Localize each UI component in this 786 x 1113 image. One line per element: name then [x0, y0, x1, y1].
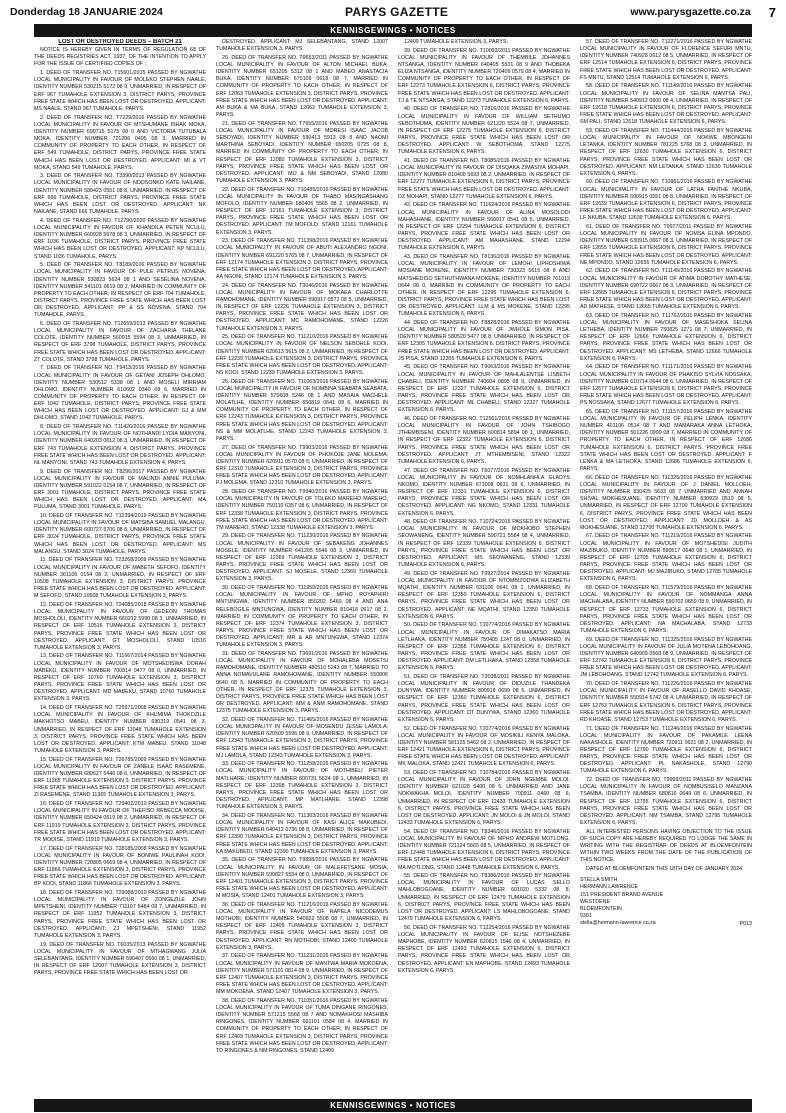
notice-paragraph: 5. DEED OF TRANSFER NO. T8189/2016 PASSED BY NGWATHE LOCAL MUNICIPALITY IN FAVOUR OF PULE PETRUS NOVENA, IDENTITY NUMBER 530823 5624 08 1 AND SESELINA NOVENA, IDENTITY NUMBER 541101 0619 08 2, MARRIED IN COMMUNITY OF PROPERTY TO EACH OTHER, IN RESPECT OF ERF 704 TUMAHOLE, DISTRICT PARYS, PROVINCE FREE STATE WHICH HAS BEEN LOST OR DESTROYED. APPLICANT: PP & SS NOVENA, STAND 704 TUMAHOLE, PARYS. — [34, 262, 206, 319]
publication-name: PARYS GAZETTE — [345, 5, 449, 19]
notice-paragraph: 2. DEED OF TRANSFER NO. T7229/2016 PASSED BY NGWATHE LOCAL MUNICIPALITY IN FAVOUR OF MTSHUMANE ISHAK MOKA, IDENTITY NUMBER 690715 5175 08 0 AND VICTORIA TUTUBALA MOKA, IDENTITY NUMBER 721206 0495 08 3, MARRIED IN COMMUNITY OF PROPERTY TO EACH OTHER, IN RESPECT OF ERF 549 TUMAHOLE, DISTRICT PARYS, PROVINCE FREE STATE WHICH HAS BEEN LOST OR DESTROYED. APPLICANT: MI & VT MOKA, STAND 549 TUMAHOLE, PARYS. — [34, 114, 206, 171]
page-number: 7 — [768, 4, 776, 20]
notice-paragraph: 18. DEED OF TRANSFER NO. T29088/2010 PASSED BY NGWATHE LOCAL MUNICIPALITY IN FAVOUR OF ZONGEZILE JOHN MPETSHENI, IDENTITY NUMBER 711107 5484 08 7, UNMARRIED, IN RESPECT OF ERF 11952 TUMAHOLE EXTENSION 3, DISTRICT PARYS, PROVINCE FREE STATE WHICH HAS BEEN LOST OR DESTROYED. APPLICANT: ZJ MPETSHENI, STAND 11952 TUMAHOLE EXTENSION 3, PARYS. — [34, 889, 206, 939]
notice-paragraph: 58. DEED OF TRANSFER NO. T11149/2016 PASSED BY NGWATHE LOCAL MUNICIPALITY IN FAVOUR OF SELINA MANTSA PALI, IDENTITY NUMBER 540912 0600 08 4, UNMARRIED, IN RESPECT OF ERF 12618 TUMAHOLE EXTENSION 6, DISTRICT PARYS, PROVINCE FREE STATE WHICH HAS BEEN LOST OR DESTROYED. APPLICANT: SM PALI, STAND 12618 TUMAHOLE EXTENSION 6, PARYS. — [580, 83, 752, 126]
signature-line: 9301 — [580, 913, 592, 920]
notice-paragraph: 55. DEED OF TRANSFER NO. T8386/2016 PASSED BY NGWATHE LOCAL MUNICIPALITY IN FAVOUR OF LUCAS SELLO MAHLOBOGOANE, IDENTITY NUMBER 601020 5332 08 8, UNMARRIED, IN RESPECT OF ERF 12479 TUMAHOLE EXTENSION 6, DISTRICT PARYS, PROVINCE FREE STATE WHICH HAS BEEN LOST OR DESTROYED. APPLICANT: LS MAHLOBOGOANE, STAND 12479 TUMAHOLE EXTENSION 6, PARYS. — [398, 873, 570, 923]
notice-paragraph: 63. DEED OF TRANSFER NO. T11762/2011 PASSED BY NGWATHE LOCAL MUNICIPALITY IN FAVOUR OF MASESHOKA SELINA LETHEBA, IDENTITY NUMBER 750825 1271 08 7, UNMARRIED, IN RESPECT OF ERF 12666 TUMAHOLE EXTENSION 6, DISTRICT PARYS, PROVINCE FREE STATE WHICH HAS BEEN LOST OR DESTROYED. APPLICANT: MS LETHEBA, STAND 12666 TUMAHOLE EXTENSION 6, PARYS. — [580, 312, 752, 362]
notice-paragraph: 51. DEED OF TRANSFER NO. T3038/2011 PASSED BY NGWATHE LOCAL MUNICIPALITY IN FAVOUR OF DIDUZILE THANDEKA DUNYWA, IDENTITY NUMBER 800918 0699 08 5, UNMARRIED, IN RESPECT OF ERF 12360 TUMAHOLE EXTENSION 6, DISTRICT PARYS, PROVINCE FREE STATE WHICH HAS BEEN LOST OR DESTROYED. APPLICANT: DT DUNYWA, STAND 12360 TUMAHOLE EXTENSION 6, PARYS. — [398, 673, 570, 723]
notice-paragraph: 1. DEED OF TRANSFER NO. T15601/2015 PASSED BY NGWATHE LOCAL MUNICIPALITY IN FAVOUR OF MOLEKO STEPHEN NAALE, IDENTITY NUMBER 530215 5172 08 9, UNMARRIED, IN RESPECT OF ERF 967 TUMAHOLE EXTENSION 3, DISTRICT PARYS, PROVINCE FREE STATE WHICH HAS BEEN LOST OR DESTROYED. APPLICANT: MS NAALE, STAND 967 TUMAHOLE, PARYS. — [34, 70, 206, 112]
notice-paragraph: 52. DEED OF TRANSFER NO. T10774/2016 PASSED BY NGWATHE LOCAL MUNICIPALITY IN FAVOUR OF MOSIKILI KENYA MALOKA, IDENTITY NUMBER 581125 5462 08 2, UNMARRIED, IN RESPECT OF ERF 12421 TUMAHOLE EXTENSION 6, DISTRICT PARYS, PROVINCE FREE STATE WHICH HAS BEEN LOST OR DESTROYED. APPLICANT: MK MALOKA, STAND 12421 TUMAHOLE EXTENSION 6, PARYS. — [398, 725, 570, 768]
notice-paragraph: 57. DEED OF TRANSFER NO. T12271/2016 PASSED BY NGWATHE LOCAL MUNICIPALITY IN FAVOUR OF FLORENCE SEFURI MNTU, IDENTITY NUMBER 740928 0612 08 5, UNMARRIED, IN RESPECT OF ERF 12514 TUMAHOLE EXTENSION 6, DISTRICT PARYS, PROVINCE FREE STATE WHICH HAS BEEN LOST OR DESTROYED. APPLICANT: FS MNTU, STAND 12514 TUMAHOLE EXTENSION 6, PARYS. — [580, 39, 752, 81]
notice-paragraph: 70. DEED OF TRANSFER NO. T11226/2016 PASSED BY NGWATHE LOCAL MUNICIPALITY IN FAVOUR OF RASELLO DAVID KHOASE, IDENTITY NUMBER 550914 5742 08 4, UNMARRIED, IN RESPECT OF ERF 12753 TUMAHOLE EXTENSION 6, DISTRICT PARYS, PROVINCE FREE STATE WHICH HAS BEEN LOST OR DESTROYED. APPLICANT: RD KHOASE, STAND 12753 TUMAHOLE EXTENSION 6, PARYS. — [580, 681, 752, 723]
column-3 — [398, 39, 570, 1097]
notice-paragraph: 11. DEED OF TRANSFER NO. T23268/2009 PASSED BY NGWATHE LOCAL MUNICIPALITY IN FAVOUR OF MABETH SEFOFO, IDENTITY NUMBER 361106 0154 08 2, UNMARRIED, IN RESPECT OF ERF 10508 TUMAHOLE EXTENSION 3, DISTRICT PARYS, PROVINCE FREE STATE WHICH HAS BEEN LOST OR DESTROYED. APPLICANT: M SEFOFO, STAND 10508 TUMAHOLE EXTENSION 3, PARYS. — [34, 557, 206, 600]
notice-paragraph: 6. DEED OF TRANSFER NO. T12659/2013 PASSED BY NGWATHE LOCAL MUNICIPALITY IN FAVOUR OF ZACHARIA THELANE COLOTE, IDENTITY NUMBER 560915 5594 08 3, UNMARRIED, IN RESPECT OF ERF 3798 TUMAHOLE, DISTRICT PARYS, PROVINCE FREE STATE WHICH HAS BEEN LOST OR DESTROYED. APPLICANT: ZT COLOTE, STAND 3798 TUMAHOLE, PARYS. — [34, 320, 206, 363]
notice-paragraph: 47. DEED OF TRANSFER NO. T6077/2016 PASSED BY NGWATHE LOCAL MUNICIPALITY IN FAVOUR OF NOMHLANHLA GLADYS NKOMO, IDENTITY NUMBER 671008 0631 08 6, UNMARRIED, IN RESPECT OF ERF 12331 TUMAHOLE EXTENSION 6, DISTRICT PARYS, PROVINCE FREE STATE WHICH HAS BEEN LOST OR DESTROYED. APPLICANT: NG NKOMO, STAND 12331 TUMAHOLE EXTENSION 6, PARYS. — [398, 467, 570, 517]
notice-paragraph: 33. DEED OF TRANSFER NO. T11258/2016 PASSED BY NGWATHE LOCAL MUNICIPALITY IN FAVOUR OF MOTHIBELI PIETER MATLHARE, IDENTITY NUMBER 600731 5624 08 1, UNMARRIED, IN RESPECT OF ERF 12398 TUMAHOLE EXTENSION 3, DISTRICT PARYS, PROVINCE FREE STATE WHICH HAS BEEN LOST OR DESTROYED. APPLICANT: MP MATLHARE, STAND 12398 TUMAHOLE EXTENSION 3, PARYS. — [216, 761, 388, 811]
notice-paragraph: 29. DEED OF TRANSFER NO. T11230/2016 PASSED BY NGWATHE LOCAL MUNICIPALITY IN FAVOUR OF SEBAKENG JOHANNES MOSELE, IDENTITY NUMBER 641205 5546 08 3, UNMARRIED, IN RESPECT OF ERF 12369 TUMAHOLE EXTENSION 3, DISTRICT PARYS, PROVINCE FREE STATE WHICH HAS BEEN LOST OR DESTROYED. APPLICANT: SJ MOSELE, STAND 12369 TUMAHOLE EXTENSION 3, PARYS. — [216, 533, 388, 583]
notice-paragraph: DATED AT BLOEMFONTEIN THIS 18TH DAY OF JANUARY 2024. — [586, 866, 744, 872]
notice-paragraph: 42. DEED OF TRANSFER NO. T11624/2016 PASSED BY NGWATHE LOCAL MUNICIPALITY IN FAVOUR OF ALINA MOSOLODI MAHASHANE, IDENTITY NUMBER 560917 0541 08 5, UNMARRIED, IN RESPECT OF ERF 12294 TUMAHOLE EXTENSION 6, DISTRICT PARYS, PROVINCE FREE STATE WHICH HAS BEEN LOST OR DESTROYED. APPLICANT: AM MAHASHANE, STAND 12294 TUMAHOLE EXTENSION 6, PARYS. — [398, 202, 570, 252]
notice-paragraph: 31. DEED OF TRANSFER NO. T9691/2016 PASSED BY NGWATHE LOCAL MUNICIPALITY IN FAVOUR OF MOHALEBA MOSETSI RAMOHOMANE, IDENTITY NUMBER 480510 5243 08 7, MARRIED TO ANNA NOMAVULANE RAMOHOMANE, IDENTITY NUMBER 550806 0640 08 5, MARRIED IN COMMUNITY OF PROPERTY TO EACH OTHER, IN RESPECT OF ERF 12375 TUMAHOLE EXTENSION 3, DISTRICT PARYS, PROVINCE FREE STATE WHICH HAS BEEN LOST OR DESTROYED. APPLICANT: MM & ANM RAMOHOMANE, STAND 12375 TUMAHOLE EXTENSION 3, PARYS. — [216, 650, 388, 715]
notice-columns — [34, 39, 752, 1097]
notice-paragraph: 71. DEED OF TRANSFER NO. T11246/2016 PASSED BY NGWATHE LOCAL MUNICIPALITY IN FAVOUR OF PAKAMILE LEENA NAKASHOLE, IDENTITY NUMBER 720911 0621 08 2, UNMARRIED, IN RESPECT OF ERF 12790 TUMAHOLE EXTENSION 6, DISTRICT PARYS, PROVINCE FREE STATE WHICH HAS BEEN LOST OR DESTROYED. APPLICANT: PL NAKASHOLE, STAND 12790 TUMAHOLE EXTENSION 6, PARYS. — [580, 725, 752, 775]
signature-line: WESTDENE — [580, 898, 611, 905]
issue-date: Donderdag 18 JANUARIE 2024 — [10, 6, 163, 18]
notice-paragraph: 68. DEED OF TRANSFER NO. T11579/2016 PASSED BY NGWATHE LOCAL MUNICIPALITY IN FAVOUR OF NOMMANGA ANNA MACHALABA, IDENTITY NUMBER 590702 0659 08 9, UNMARRIED, IN RESPECT OF ERF 12733 TUMAHOLE EXTENSION 6, DISTRICT PARYS, PROVINCE FREE STATE WHICH HAS BEEN LOST OR DESTROYED. APPLICANT: NA MACHALABA, STAND 12733 TUMAHOLE EXTENSION 6, PARYS. — [580, 585, 752, 634]
notice-paragraph: 60. DEED OF TRANSFER NO. T10961/2016 PASSED BY NGWATHE LOCAL MUNICIPALITY IN FAVOUR OF LATHA FANTHE NKUBA, IDENTITY NUMBER 690915 0551 08 8, UNMARRIED, IN RESPECT OF ERF 12639 TUMAHOLE EXTENSION 6, DISTRICT PARYS, PROVINCE FREE STATE WHICH HAS BEEN LOST OR DESTROYED. APPLICANT: LF NKUBA, STAND 12639 TUMAHOLE EXTENSION 6, PARYS. — [580, 179, 752, 222]
website-url: www.parysgazette.co.za — [630, 6, 751, 18]
notice-paragraph: 50. DEED OF TRANSFER NO. T10774/2016 PASSED BY NGWATHE LOCAL MUNICIPALITY IN FAVOUR OF DIMAKATSO MARIA LETLHAKA, IDENTITY NUMBER 750405 1247 08 0, UNMARRIED, IN RESPECT OF ERF 12358 TUMAHOLE EXTENSION 6, DISTRICT PARYS, PROVINCE FREE STATE WHICH HAS BEEN LOST OR DESTROYED. APPLICANT: DM LETLHAKA, STAND 12358 TUMAHOLE EXTENSION 6, PARYS. — [398, 622, 570, 672]
notice-paragraph: 34. DEED OF TRANSFER NO. T11363/2016 PASSED BY NGWATHE LOCAL MUNICIPALITY IN FAVOUR OF KASI ALICE MAKUBEDI, IDENTITY NUMBER 640412 0736 08 8, UNMARRIED, IN RESPECT OF ERF 12390 TUMAHOLE EXTENSION 3, DISTRICT PARYS, PROVINCE FREE STATE WHICH HAS BEEN LOST OR DESTROYED. APPLICANT: KA MAKUBEDI, STAND 12390 TUMAHOLE EXTENSION 3, PARYS. — [216, 812, 388, 855]
notice-paragraph: 27. DEED OF TRANSFER NO. T9903/2016 PASSED BY NGWATHE LOCAL MUNICIPALITY IN FAVOUR OF PHOKOJE JANE MOLEMA, IDENTITY NUMBER 620911 0570 08 5, UNMARRIED, IN RESPECT OF ERF 12310 TUMAHOLE EXTENSION 3, DISTRICT PARYS, PROVINCE FREE STATE WHICH HAS BEEN LOST OR DESTROYED. APPLICANT: PJ MOLEMA, STAND 12310 TUMAHOLE EXTENSION 3, PARYS. — [216, 444, 388, 487]
notice-paragraph: 23. DEED OF TRANSFER NO. T11398/2016 PASSED BY NGWATHE LOCAL MUNICIPALITY IN FAVOUR OF ABUTI ALEXANDRO NGONI, IDENTITY NUMBER 691220 5765 08 7, UNMARRIED, IN RESPECT OF ERF 12174 TUMAHOLE EXTENSION 3, DISTRICT PARYS, PROVINCE FREE STATE WHICH HAS BEEN LOST OR DESTROYED. APPLICANT: AA NGONI, STAND 12174 TUMAHOLE EXTENSION 3, PARYS. — [216, 238, 388, 280]
notice-paragraph: 48. DEED OF TRANSFER NO. T10724/2016 PASSED BY NGWATHE LOCAL MUNICIPALITY IN FAVOUR OF MOKHOBO STEPHEN SEOWANENG, IDENTITY NUMBER 590721 5584 08 4, UNMARRIED, IN RESPECT OF ERF 12339 TUMAHOLE EXTENSION 6, DISTRICT PARYS, PROVINCE FREE STATE WHICH HAS BEEN LOST OR DESTROYED. APPLICANT: MS SEOWANENG, STAND 12339 TUMAHOLE EXTENSION 6, PARYS. — [398, 519, 570, 569]
notice-paragraph: 44. DEED OF TRANSFER NO. T8828/2016 PASSED BY NGWATHE LOCAL MUNICIPALITY IN FAVOUR OF JWHOLE SIMON PISA, IDENTITY NUMBER 580520 5477 08 8, UNMARRIED, IN RESPECT OF ERF 12305 TUMAHOLE EXTENSION 6, DISTRICT PARYS, PROVINCE FREE STATE WHICH HAS BEEN LOST OR DESTROYED. APPLICANT: JS PISA, STAND 12305 TUMAHOLE EXTENSION 6, PARYS. — [398, 319, 570, 362]
notice-paragraph: 20. DEED OF TRANSFER NO. T9653/2011 PASSED BY NGWATHE LOCAL MUNICIPALITY IN FAVOUR OF ALTON MICHAEL BUKA, IDENTITY NUMBER 651205 5312 08 1 AND MABEO ANASTACIA BUKA, IDENTITY NUMBER 670109 0618 08 7, MARRIED IN COMMUNITY OF PROPERTY TO EACH OTHER, IN RESPECT OF ERF 12063 TUMAHOLE EXTENSION 3, DISTRICT PARYS, PROVINCE FREE STATE WHICH HAS BEEN LOST OR DESTROYED. APPLICANT: AM BUKA & MA BUKA, STAND 12063 TUMAHOLE EXTENSION 3, PARYS. — [216, 54, 388, 119]
notice-paragraph: 61. DEED OF TRANSFER NO. T9977/2011 PASSED BY NGWATHE LOCAL MUNICIPALITY IN FAVOUR OF NOMSA ELINA MPONDO, IDENTITY NUMBER 630915 0667 08 3, UNMARRIED, IN RESPECT OF ERF 12655 TUMAHOLE EXTENSION 6, DISTRICT PARYS, PROVINCE FREE STATE WHICH HAS BEEN LOST OR DESTROYED. APPLICANT: NE MPONDO, STAND 12655 TUMAHOLE EXTENSION 6, PARYS. — [580, 223, 752, 266]
notice-paragraph: NOTICE IS HEREBY GIVEN IN TERMS OF REGULATION 68 OF THE DEEDS REGISTRIES ACT, 1937, OF THE INTENTION TO APPLY FOR THE ISSUE OF CERTIFIED COPIES OF : — [34, 47, 206, 68]
notice-paragraph: DESTROYED. APPLICANT: MJ SELEBANTANG, STAND 12007 TUMAHOLE EXTENSION 3, PARYS. — [216, 39, 388, 53]
notice-paragraph: 14. DEED OF TRANSFER NO. T25971/2008 PASSED BY NGWATHE LOCAL MUNICIPALITY IN FAVOUR OF KHUMIMA THOKOZILE MAKHOTSO MABEU, IDENTITY NUMBER 690319 0541 08 3, UNMARRIED, IN RESPECT OF ERF 11048 TUMAHOLE EXTENSION 3, DISTRICT PARYS, PROVINCE FREE STATE WHICH HAS BEEN LOST OR DESTROYED. APPLICANT: KTM MABEU, STAND 11048 TUMAHOLE EXTENSION 3, PARYS. — [34, 705, 206, 754]
notice-paragraph: 15. DEED OF TRANSFER NO. T26785/2009 PASSED BY NGWATHE LOCAL MUNICIPALITY IN FAVOUR OF ZANELE ISAAC RASEMENE, IDENTITY NUMBER 680627 5446 08 6, UNMARRIED, IN RESPECT OF ERF 11365 TUMAHOLE EXTENSION 3, DISTRICT PARYS, PROVINCE FREE STATE WHICH HAS BEEN LOST OR DESTROYED. APPLICANT: ZI RASEMENE, STAND 11365 TUMAHOLE EXTENSION 3, PARYS. — [34, 756, 206, 799]
signature-line: BLOEMFONTEIN — [580, 905, 622, 912]
notice-paragraph: 22. DEED OF TRANSFER NO. T10485/2016 PASSED BY NGWATHE LOCAL MUNICIPALITY IN FAVOUR OF THABO MASINGASHANG MOFOLO, IDENTITY NUMBER 680406 5565 08 2, UNMARRIED, IN RESPECT OF ERF 12161 TUMAHOLE EXTENSION 3, DISTRICT PARYS, PROVINCE FREE STATE WHICH HAS BEEN LOST OR DESTROYED. APPLICANT: TM MOFOLO, STAND 12161 TUMAHOLE EXTENSION 3, PARYS. — [216, 186, 388, 236]
notice-paragraph: 72. DEED OF TRANSFER NO. T9999/2011 PASSED BY NGWATHE LOCAL MUNICIPALITY IN FAVOUR OF NOMBUSISELO MANZANA TSAMBA, IDENTITY NUMBER 680816 0649 08 6, UNMARRIED, IN RESPECT OF ERF 12795 TUMAHOLE EXTENSION 6, DISTRICT PARYS, PROVINCE FREE STATE WHICH HAS BEEN LOST OR DESTROYED. APPLICANT: NM TSAMBA, STAND 12795 TUMAHOLE EXTENSION 6, PARYS. — [580, 777, 752, 827]
notice-paragraph: 4. DEED OF TRANSFER NO. T12790/2020 PASSED BY NGWATHE LOCAL MUNICIPALITY IN FAVOUR OF KHANDILA PETER NCULU, IDENTITY NUMBER 660928 5678 08 3, UNMARRIED, IN RESPECT OF ERF 1036 TUMAHOLE, DISTRICT PARYS, PROVINCE FREE STATE WHICH HAS BEEN LOST OR DESTROYED. APPLICANT: KP NCULU, STAND 1036 TUMAHOLE, PARYS. — [34, 217, 206, 260]
signature-line: STELLA SMITH — [580, 877, 618, 884]
notice-paragraph: 13. DEED OF TRANSFER NO. T11667/2014 PASSED BY NGWATHE LOCAL MUNICIPALITY IN FAVOUR OF MOTSHEDISWA DORAH MABEKU, IDENTITY NUMBER 700814 0477 08 0, UNMARRIED, IN RESPECT OF ERF 10760 TUMAHOLE EXTENSION 3, DISTRICT PARYS, PROVINCE FREE STATE WHICH HAS BEEN LOST OR DESTROYED. APPLICANT: MD MABEKU, STAND 10760 TUMAHOLE EXTENSION 3, PARYS. — [34, 653, 206, 703]
header-right — [630, 5, 776, 20]
notice-paragraph: 59. DEED OF TRANSFER NO. T11444/2016 PASSED BY NGWATHE LOCAL MUNICIPALITY IN FAVOUR OF NOKWE MBONGENI LETANKA, IDENTITY NUMBER 781225 5768 08 3, UNMARRIED, IN RESPECT OF ERF 12630 TUMAHOLE EXTENSION 6, DISTRICT PARYS, PROVINCE FREE STATE WHICH HAS BEEN LOST OR DESTROYED. APPLICANT: NM LETANKA, STAND 12630 TUMAHOLE EXTENSION 6, PARYS. — [580, 127, 752, 177]
notice-paragraph: 37. DEED OF TRANSFER NO. T11231/2016 PASSED BY NGWATHE LOCAL MUNICIPALITY IN FAVOUR OF MANTWA MARIA MOKOENA, IDENTITY NUMBER 571101 0814 08 9, UNMARRIED, IN RESPECT OF ERF 12407 TUMAHOLE EXTENSION 3, DISTRICT PARYS, PROVINCE FREE STATE WHICH HAS BEEN LOST OR DESTROYED. APPLICANT: MM MOKOENA, STAND 12407 TUMAHOLE EXTENSION 3, PARYS. — [216, 953, 388, 996]
notices-banner-top: KENNISGEWINGS • NOTICES — [34, 24, 752, 37]
notice-paragraph: 8. DEED OF TRANSFER NO. T11426/2016 PASSED BY NGWATHE LOCAL MUNICIPALITY IN FAVOUR OF NOTHANDI LYDIA MANYONI, IDENTITY NUMBER 640203 0612 08 3, UNMARRIED, IN RESPECT OF ERF 743 TUMAHOLE EXTENSION 4, DISTRICT PARYS, PROVINCE FREE STATE WHICH HAS BEEN LOST OR DESTROYED. APPLICANT: NL MANYONI, STAND 743 TUMAHOLE EXTENSION 4, PARYS. — [34, 424, 206, 466]
notice-paragraph: 62. DEED OF TRANSFER NO. T11145/2016 PASSED BY NGWATHE LOCAL MUNICIPALITY IN FAVOUR OF ATIMA DOROTHY MATHESE, IDENTITY NUMBER 690722 0667 08 3, UNMARRIED, IN RESPECT OF ERF 12665 TUMAHOLE EXTENSION 6, DISTRICT PARYS, PROVINCE FREE STATE WHICH HAS BEEN LOST OR DESTROYED. APPLICANT: AD MATHESE, STAND 12665 TUMAHOLE EXTENSION 6, PARYS. — [580, 268, 752, 311]
notice-paragraph: 38. DEED OF TRANSFER NO. T11051/2016 PASSED BY NGWATHE LOCAL MUNICIPALITY IN FAVOUR OF TUMA DINGANE RINGONES, IDENTITY NUMBER 571215 5568 08 7 AND NOMAKHOSI MASHIBA RINGONES, IDENTITY NUMBER 661101 0584 08 4, MARRIED IN COMMUNITY OF PROPERTY TO EACH OTHER, IN RESPECT OF ERF 12409 TUMAHOLE EXTENSION 3, DISTRICT PARYS, PROVINCE FREE STATE WHICH HAS BEEN LOST OR DESTROYED. APPLICANT: TD RINGONES & NM RINGONES, STAND 12409 — [216, 997, 388, 1054]
notice-paragraph: 32. DEED OF TRANSFER NO. T11465/2016 PASSED BY NGWATHE LOCAL MUNICIPALITY IN FAVOUR OF MOSENDU JESSE LAMOLA, IDENTITY NUMBER 620509 5596 08 9, UNMARRIED, IN RESPECT OF ERF 12343 TUMAHOLE EXTENSION 3, DISTRICT PARYS, PROVINCE FREE STATE WHICH HAS BEEN LOST OR DESTROYED. APPLICANT: MJ LAMOLA, STAND 12343 TUMAHOLE EXTENSION 3, PARYS. — [216, 716, 388, 759]
notice-paragraph: 69. DEED OF TRANSFER NO. T11325/2016 PASSED BY NGWATHE LOCAL MUNICIPALITY IN FAVOUR OF JULIA MOTENA LEBOHOANG, IDENTITY NUMBER 640909 0568 08 9, UNMARRIED, IN RESPECT OF ERF 12742 TUMAHOLE EXTENSION 6, DISTRICT PARYS, PROVINCE FREE STATE WHICH HAS BEEN LOST OR DESTROYED. APPLICANT: JM LEBOHOANG, STAND 12742 TUMAHOLE EXTENSION 6, PARYS. — [580, 636, 752, 679]
notice-paragraph: 7. DEED OF TRANSFER NO. T9413/2016 PASSED BY NGWATHE LOCAL MUNICIPALITY IN FAVOUR OF GETANI JOSEPH DHLOMO, IDENTITY NUMBER 530512 5338 08 1 AND MOSELI MIRRIAM DHLOMO, IDENTITY NUMBER 610602 0340 08 6, MARRIED IN COMMUNITY OF PROPERTY TO EACH OTHER, IN RESPECT OF ERF 1042 TUMAHOLE, DISTRICT PARYS, PROVINCE FREE STATE WHICH HAS BEEN LOST OR DESTROYED. APPLICANT: GJ & MM DHLOMO, STAND 1042 TUMAHOLE, PARYS. — [34, 365, 206, 422]
notice-paragraph: 43. DEED OF TRANSFER NO. T8136/2016 PASSED BY NGWATHE LOCAL MUNICIPALITY IN FAVOUR OF LEMOHI LIPHOSHIWA MOSIANE MOKENE, IDENTITY NUMBER 730323 5615 08 8 AND MATSHEDISO SETHUTHWANA MOKENE, IDENTITY NUMBER 761019 0644 08 0, MARRIED IN COMMUNITY OF PROPERTY TO EACH OTHER, IN RESPECT OF ERF 12295 TUMAHOLE EXTENSION 6, DISTRICT PARYS, PROVINCE FREE STATE WHICH HAS BEEN LOST OR DESTROYED. APPLICANT: LLM & MS MOKENE, STAND 12295 TUMAHOLE EXTENSION 6, PARYS. — [398, 254, 570, 318]
signature-line: HERMANN LAWRENCE — [580, 884, 639, 891]
notice-paragraph: 39. DEED OF TRANSFER NO. T10093/2011 PASSED BY NGWATHE LOCAL MUNICIPALITY IN FAVOUR OF THEMBILE JOHANNES NTSANGA, IDENTITY NUMBER 640405 5531 08 9 AND THOBEKA ELIZA NTSANGA, IDENTITY NUMBER 720409 0579 08 4, MARRIED IN COMMUNITY OF PROPERTY TO EACH OTHER, IN RESPECT OF ERF 12273 TUMAHOLE EXTENSION 6, DISTRICT PARYS, PROVINCE FREE STATE WHICH HAS BEEN LOST OR DESTROYED. APPLICANT: TJ & TE NTSANGA, STAND 12273 TUMAHOLE EXTENSION 6, PARYS. — [398, 47, 570, 104]
notice-paragraph: 56. DEED OF TRANSFER NO. T12254/2016 PASSED BY NGWATHE LOCAL MUNICIPALITY IN FAVOUR OF ELISE NOTSHEZEBE MAPHOBE, IDENTITY NUMBER 620815 1546 08 4, UNMARRIED, IN RESPECT OF ERF 12493 TUMAHOLE EXTENSION 6, DISTRICT PARYS, PROVINCE FREE STATE WHICH HAS BEEN LOST OR DESTROYED. APPLICANT: EN MAPHOBE, STAND 12493 TUMAHOLE EXTENSION 6, PARYS. — [398, 924, 570, 974]
notice-paragraph: 30. DEED OF TRANSFER NO. T11950/2016 PASSED BY NGWATHE LOCAL MUNICIPALITY IN FAVOUR OF MPHO ROYAPHIRI MNTUNGWA, IDENTITY NUMBER 850202 5460 08 4 AND ANA RELEBOGILE MNTUNGWA, IDENTITY NUMBER 810418 0617 08 2, MARRIED IN COMMUNITY OF PROPERTY TO EACH OTHER, IN RESPECT OF ERF 12374 TUMAHOLE EXTENSION 3, DISTRICT PARYS, PROVINCE FREE STATE WHICH HAS BEEN LOST OR DESTROYED. APPLICANT: MR & AR MNTUNGWA, STAND 12374 TUMAHOLE EXTENSION 3, PARYS. — [216, 585, 388, 649]
notice-paragraph: 21. DEED OF TRANSFER NO. T7655/2016 PASSED BY NGWATHE LOCAL MUNICIPALITY IN FAVOUR OF MORESI ISAAC JACOB SEBOYADI, IDENTITY NUMBER 590413 5913 08 8 AND NAOMI MARTHINA SEBOYADI, IDENTITY NUMBER 650205 0725 08 8, MARRIED IN COMMUNITY OF PROPERTY TO EACH OTHER, IN RESPECT OF ERF 12080 TUMAHOLE EXTENSION 3, DISTRICT PARYS, PROVINCE FREE STATE WHICH HAS BEEN LOST OR DESTROYED. APPLICANT: MIJ & NM SEBOYADI, STAND 12080 TUMAHOLE EXTENSION 3, PARYS. — [216, 120, 388, 184]
notice-paragraph: 9. DEED OF TRANSFER NO. T8296/2017 PASSED BY NGWATHE LOCAL MUNICIPALITY IN FAVOUR OF MALINDI ANNIE PULUMA, IDENTITY NUMBER 591022 0154 08 7, UNMARRIED, IN RESPECT OF ERF 3001 TUMAHOLE, DISTRICT PARYS, PROVINCE FREE STATE WHICH HAS BEEN LOST OR DESTROYED. APPLICANT: MA PULUMA, STAND 3001 TUMAHOLE, PARYS. — [34, 468, 206, 511]
column-4 — [580, 39, 752, 1097]
notice-paragraph: 26. DEED OF TRANSFER NO. T11063/2016 PASSED BY NGWATHE LOCAL MUNICIPALITY IN FAVOUR OF NOMBINA SEABATA SEABATA, IDENTITY NUMBER 570608 5246 08 1 AND MASAIA MACHELE MOLATLHE, IDENTITY NUMBER 650819 0641 08 6, MARRIED IN COMMUNITY OF PROPERTY TO EACH OTHER, IN RESPECT OF ERF 12243 TUMAHOLE EXTENSION 3, DISTRICT PARYS, PROVINCE FREE STATE WHICH HAS BEEN LOST OR DESTROYED. APPLICANT: NS & MM MOLATLHE, STAND 12243 TUMAHOLE EXTENSION 3, PARYS. — [216, 378, 388, 442]
notice-paragraph: 35. DEED OF TRANSFER NO. T9898/2016 PASSED BY NGWATHE LOCAL MUNICIPALITY IN FAVOUR OF MALEFETSANE MOSIA, IDENTITY NUMBER 590827 5534 08 0, UNMARRIED, IN RESPECT OF ERF 12401 TUMAHOLE EXTENSION 3, DISTRICT PARYS, PROVINCE FREE STATE WHICH HAS BEEN LOST OR DESTROYED. APPLICANT: M MOSIA, STAND 12401 TUMAHOLE EXTENSION 3, PARYS. — [216, 857, 388, 900]
notice-paragraph: ALL INTERESTED PERSONS HAVING OBJECTION TO THE ISSUE OF SUCH COPY ARE HEREBY REQUIRED TO LODGE THE SAME IN WRITING WITH THE REGISTRAR OF DEEDS AT BLOEMFONTEIN WITHIN TWO WEEKS FROM THE DATE OF THE PUBLICATION OF THIS NOTICE. — [580, 828, 752, 864]
notice-paragraph: 16. DEED OF TRANSFER NO. T29402/2010 PASSED BY NGWATHE LOCAL MUNICIPALITY IN FAVOUR OF THEFISO REBECCA MODISE, IDENTITY NUMBER 650424 0519 08 2, UNMARRIED, IN RESPECT OF ERF 11919 TUMAHOLE EXTENSION 3, DISTRICT PARYS, PROVINCE FREE STATE WHICH HAS BEEN LOST OR DESTROYED. APPLICANT: TR MODISE, STAND 11919 TUMAHOLE EXTENSION 3, PARYS. — [34, 801, 206, 843]
notice-paragraph: 36. DEED OF TRANSFER NO. T11216/2016 PASSED BY NGWATHE LOCAL MUNICIPALITY IN FAVOUR OF RAPELA NICODEMUS MOTHOBI, IDENTITY NUMBER 540922 5508 08 7, UNMARRIED, IN RESPECT OF ERF 12405 TUMAHOLE EXTENSION 3, DISTRICT PARYS, PROVINCE FREE STATE WHICH HAS BEEN LOST OR DESTROYED. APPLICANT: RN MOTHOBI, STAND 12405 TUMAHOLE EXTENSION 3, PARYS. — [216, 901, 388, 951]
notice-paragraph: 54. DEED OF TRANSFER NO. T8346/2016 PASSED BY NGWATHE LOCAL MUNICIPALITY IN FAVOUR OF MPHO ANDREW MOTLONG, IDENTITY NUMBER 721124 5665 08 5, UNMARRIED, IN RESPECT OF ERF 12448 TUMAHOLE EXTENSION 6, DISTRICT PARYS, PROVINCE FREE STATE WHICH HAS BEEN LOST OR DESTROYED. APPLICANT: MA MOTLONG, STAND 12448 TUMAHOLE EXTENSION 6, PARYS. — [398, 828, 570, 871]
notice-paragraph: 28. DEED OF TRANSFER NO. T9940/2016 PASSED BY NGWATHE LOCAL MUNICIPALITY IN FAVOUR OF TOLEKO MAREHO MAREHO, IDENTITY NUMBER 750110 6357 08 6, UNMARRIED, IN RESPECT OF ERF 12338 TUMAHOLE EXTENSION 3, DISTRICT PARYS, PROVINCE FREE STATE WHICH HAS BEEN LOST OR DESTROYED. APPLICANT: TM MAREHO, STAND 12338 TUMAHOLE EXTENSION 3, PARYS. — [216, 489, 388, 531]
notice-paragraph: 40. DEED OF TRANSFER NO. T2816/2016 PASSED BY NGWATHE LOCAL MUNICIPALITY IN FAVOUR OF WILLIAM SETHUMO SEBOTHOMA, IDENTITY NUMBER 621220 5524 08 7, UNMARRIED, IN RESPECT OF ERF 12275 TUMAHOLE EXTENSION 6, DISTRICT PARYS, PROVINCE FREE STATE WHICH HAS BEEN LOST OR DESTROYED. APPLICANT: W SEBOTHOMA, STAND 12275 TUMAHOLE EXTENSION 6, PARYS. — [398, 106, 570, 156]
notice-paragraph: 25. DEED OF TRANSFER NO. T11210/2016 PASSED BY NGWATHE LOCAL MUNICIPALITY IN FAVOUR OF NELSON SEBOHLE KOOI, IDENTITY NUMBER 620613 5615 08 2, UNMARRIED, IN RESPECT OF ERF 12239 TUMAHOLE EXTENSION 3, DISTRICT PARYS, PROVINCE FREE STATE WHICH HAS BEEN LOST OR DESTROYED. APPLICANT: NS KOOI, STAND 12239 TUMAHOLE EXTENSION 3, PARYS. — [216, 334, 388, 377]
notice-paragraph: 24. DEED OF TRANSFER NO. T9046/2016 PASSED BY NGWATHE LOCAL MUNICIPALITY IN FAVOUR OF MOKAEA CHARLOTTE RAMOHOMANE, IDENTITY NUMBER 590917 0572 08 5, UNMARRIED, IN RESPECT OF ERF 12226 TUMAHOLE EXTENSION 3, DISTRICT PARYS, PROVINCE FREE STATE WHICH HAS BEEN LOST OR DESTROYED. APPLICANT: MC RAMOHOMANE, STAND 12226 TUMAHOLE EXTENSION 3, PARYS. — [216, 282, 388, 332]
notice-code: P013 — [739, 920, 752, 927]
notice-paragraph: 66. DEED OF TRANSFER NO. T11325/2016 PASSED BY NGWATHE LOCAL MUNICIPALITY IN FAVOUR OF J DANIEL MOLLOEH, IDENTITY NUMBER 830425 5633 08 7 UNMARRIED AND ANNAH SHIVAL MOKHESUANE, IDENTITY NUMBER 830929 0519 08 5, UNMARRIED, IN RESPECT OF ERF 12700 TUMAHOLE EXTENSION 6, DISTRICT PARYS, PROVINCE FREE STATE WHICH HAS BEEN LOST OR DESTROYED. APPLICANT: JD MOLLOEH & AS MOKHESUANE, STAND 12700 TUMAHOLE EXTENSION 6, PARYS. — [580, 474, 752, 531]
notice-paragraph: 41. DEED OF TRANSFER NO. T8085/2016 PASSED BY NGWATHE LOCAL MUNICIPALITY IN FAVOUR OF DISQAKA ZIMASIYA MOHAPI, IDENTITY NUMBER 810408 5693 08 2, UNMARRIED, IN RESPECT OF ERF 12277 TUMAHOLE EXTENSION 6, DISTRICT PARYS, PROVINCE FREE STATE WHICH HAS BEEN LOST OR DESTROYED. APPLICANT: DZ MOHAPI, STAND 12277 TUMAHOLE EXTENSION 6, PARYS. — [398, 158, 570, 200]
notice-paragraph: 45. DEED OF TRANSFER NO. T9063/2016 PASSED BY NGWATHE LOCAL MUNICIPALITY IN FAVOUR OF MAHLALENTSE LISBETH CHABELI, IDENTITY NUMBER 740604 0895 08 9, UNMARRIED, IN RESPECT OF ERF 12327 TUMAHOLE EXTENSION 6, DISTRICT PARYS, PROVINCE FREE STATE WHICH HAS BEEN LOST OR DESTROYED. APPLICANT: ML CHABELI, STAND 12327 TUMAHOLE EXTENSION 6, PARYS. — [398, 364, 570, 414]
signature-line: stella@hermann-lawrence.co.za — [580, 920, 656, 927]
notices-banner-bottom: KENNISGEWINGS • NOTICES — [34, 1099, 752, 1112]
column-2 — [216, 39, 388, 1097]
notice-paragraph: 46. DEED OF TRANSFER NO. T12561/2016 PASSED BY NGWATHE LOCAL MUNICIPALITY IN FAVOUR OF JOHN TSHIBOGO JTHEMBISENI, IDENTITY NUMBER 600814 5894 08 1, UNMARRIED, IN RESPECT OF ERF 12322 TUMAHOLE EXTENSION 6, DISTRICT PARYS, PROVINCE FREE STATE WHICH HAS BEEN LOST OR DESTROYED. APPLICANT: JT MTHEMBISENI, STAND 12322 TUMAHOLE EXTENSION 6, PARYS. — [398, 415, 570, 465]
notice-paragraph: 49. DEED OF TRANSFER NO. T9927/2014 PASSED BY NGWATHE LOCAL MUNICIPALITY IN FAVOUR OF NTOMBIZODWA ELIZABETH MQATHI, IDENTITY NUMBER 631106 0641 08 1, UNMARRIED, IN RESPECT OF ERF 12350 TUMAHOLE EXTENSION 6, DISTRICT PARYS, PROVINCE FREE STATE WHICH HAS BEEN LOST OR DESTROYED. APPLICANT: NE MQATHI, STAND 12350 TUMAHOLE EXTENSION 6, PARYS. — [398, 570, 570, 620]
page-header — [0, 0, 786, 24]
notice-paragraph: 19. DEED OF TRANSFER NO. T6035/2013 PASSED BY NGWATHE LOCAL MUNICIPALITY IN FAVOUR OF MTHAGWANG JULIA SELEBANTANG, IDENTITY NUMBER 590407 0560 08 1, UNMARRIED, IN RESPECT OF ERF 12007 TUMAHOLE EXTENSION 3, DISTRICT PARYS, PROVINCE FREE STATE WHICH HAS BEEN LOST OR — [34, 941, 206, 977]
signature-line: 151 PRESIDENT BRAND AVENUE — [580, 891, 664, 898]
notice-paragraph: 64. DEED OF TRANSFER NO. T11171/2016 PASSED BY NGWATHE LOCAL MUNICIPALITY IN FAVOUR OF PHAKISO SYLVIA NOSSAKA, IDENTITY NUMBER 610714 0644 08 6, UNMARRIED, IN RESPECT OF ERF 12677 TUMAHOLE EXTENSION 6, DISTRICT PARYS, PROVINCE FREE STATE WHICH HAS BEEN LOST OR DESTROYED. APPLICANT: PS NOSSAKA, STAND 12677 TUMAHOLE EXTENSION 6, PARYS. — [580, 364, 752, 407]
notice-paragraph: 17. DEED OF TRANSFER NO. T28185/2008 PASSED BY NGWATHE LOCAL MUNICIPALITY IN FAVOUR OF BONIWE PAULINAH KOOI, IDENTITY NUMBER 720805 0669 08 4, UNMARRIED, IN RESPECT OF ERF 11866 TUMAHOLE EXTENSION 3, DISTRICT PARYS, PROVINCE FREE STATE WHICH HAS BEEN LOST OR DESTROYED. APPLICANT: BP KOOI, STAND 11866 TUMAHOLE EXTENSION 3, PARYS. — [34, 845, 206, 888]
column-1 — [34, 39, 206, 1097]
notice-paragraph: 65. DEED OF TRANSFER NO. T11157/2016 PASSED BY NGWATHE LOCAL MUNICIPALITY IN FAVOUR OF FELIPH LENKA, IDENTITY NUMBER 401106 0514 08 7 AND MAMARAKA ANNA LETHOKA, IDENTITY NUMBER 501226 0999 08 7, MARRIED IN COMMUNITY OF PROPERTY TO EACH OTHER, IN RESPECT OF ERF 12686 TUMAHOLE EXTENSION 6, DISTRICT PARYS, PROVINCE FREE STATE WHICH HAS BEEN LOST OR DESTROYED. APPLICANT: F LENKA & MA LETHOKA, STAND 12686 TUMAHOLE EXTENSION 6, PARYS. — [580, 408, 752, 473]
notice-paragraph: 10. DEED OF TRANSFER NO. T12394/2019 PASSED BY NGWATHE LOCAL MUNICIPALITY IN FAVOUR OF MATSIBA SAMUEL MALANGU, IDENTITY NUMBER 600727 5706 08 8, UNMARRIED, IN RESPECT OF ERF 3024 TUMAHOLE, DISTRICT PARYS, PROVINCE FREE STATE WHICH HAS BEEN LOST OR DESTROYED. APPLICANT: MS MALANGU, STAND 3024 TUMAHOLE, PARYS. — [34, 513, 206, 555]
notice-paragraph: 12. DEED OF TRANSFER NO. T24085/2018 PASSED BY NGWATHE LOCAL MUNICIPALITY IN FAVOUR OF GEDEON THOMAS MOSHOLOLI, IDENTITY NUMBER 660212 5990 08 3, UNMARRIED, IN RESPECT OF ERF 10516 TUMAHOLE EXTENSION 3, DISTRICT PARYS, PROVINCE FREE STATE WHICH HAS BEEN LOST OR DESTROYED. APPLICANT: GT MOSHOLOLI, STAND 10516 TUMAHOLE EXTENSION 3, PARYS. — [34, 601, 206, 651]
notice-paragraph: 12409 TUMAHOLE EXTENSION 3, PARYS. — [404, 39, 508, 45]
notice-paragraph: 53. DEED OF TRANSFER NO. T10784/2016 PASSED BY NGWATHE LOCAL MUNICIPALITY IN FAVOUR OF JOHN NGEMBE MOLOI, IDENTITY NUMBER 621028 5400 08 5, UNMARRIED AND JANE NOKWAKHA MOLOI, IDENTITY NUMBER 700911 0460 08 6, UNMARRIED, IN RESPECT OF ERF 12433 TUMAHOLE EXTENSION 6, DISTRICT PARYS, PROVINCE FREE STATE WHICH HAS BEEN LOST OR DESTROYED. APPLICANT: JN MOLOI & JN MOLOI, STAND 12433 TUMAHOLE EXTENSION 6, PARYS. — [398, 769, 570, 827]
section-title: LOST OR DESTROYED DEEDS – BATCH 21 — [58, 39, 182, 45]
notice-paragraph: 3. DEED OF TRANSFER NO. T3390/2013 PASSED BY NGWATHE LOCAL MUNICIPALITY IN FAVOUR OF NDOSONKO KATE NAILANE, IDENTITY NUMBER 580423 0551 08 8, UNMARRIED, IN RESPECT OF ERF 666 TUMAHOLE, DISTRICT PARYS, PROVINCE FREE STATE WHICH HAS BEEN LOST OR DESTROYED. APPLICANT: NK NAILANE, STAND 666 TUMAHOLE, PARYS. — [34, 173, 206, 216]
notice-paragraph: 67. DEED OF TRANSFER NO. T11219/2016 PASSED BY NGWATHE LOCAL MUNICIPALITY IN FAVOUR OF MOTSHEDISI JUDITH MAZIBUKO, IDENTITY NUMBER 590517 0648 08 1, UNMARRIED, IN RESPECT OF ERF 12705 TUMAHOLE EXTENSION 6, DISTRICT PARYS, PROVINCE FREE STATE WHICH HAS BEEN LOST OR DESTROYED. APPLICANT: MJ MAZIBUKO, STAND 12705 TUMAHOLE EXTENSION 6, PARYS. — [580, 533, 752, 583]
